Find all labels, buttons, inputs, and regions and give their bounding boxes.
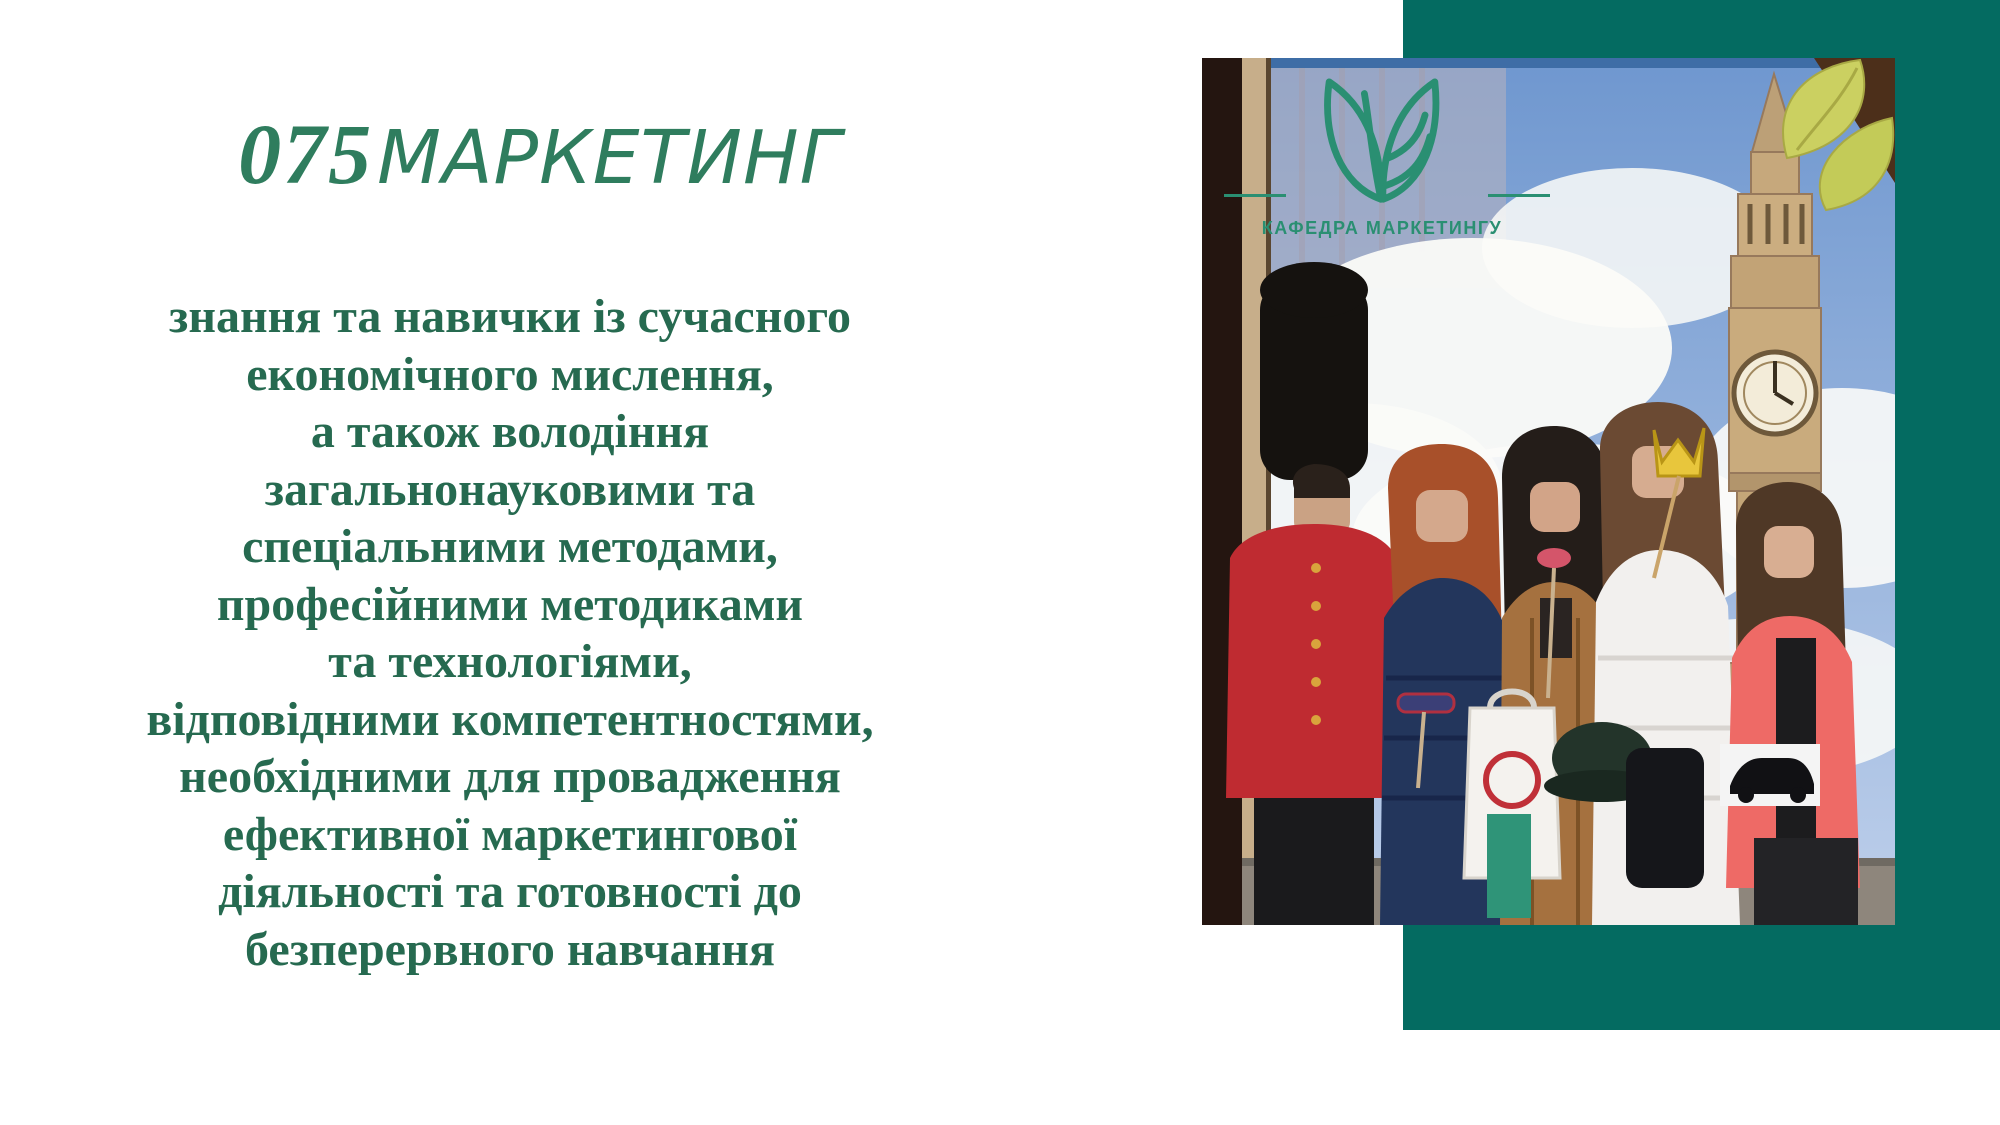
body-line: а також володіння — [310, 405, 710, 458]
slide-body-text — [15, 288, 1005, 978]
logo-caption: КАФЕДРА МАРКЕТИНГУ — [1261, 218, 1503, 238]
department-photo — [1202, 58, 1895, 925]
logo-dash-right — [1488, 194, 1550, 197]
body-line: безперервного навчання — [245, 922, 775, 976]
taxi-prop — [1720, 744, 1820, 806]
body-line: та технологіями, — [328, 635, 692, 688]
body-line: ефективної маркетингової — [222, 807, 798, 861]
body-line: необхідними для провадження — [179, 750, 841, 803]
body-line: професійними методиками — [216, 577, 804, 631]
logo-dash-left — [1224, 194, 1286, 197]
student-coral-jacket — [1726, 482, 1860, 925]
department-logo — [1242, 76, 1522, 251]
specialty-code: 075 — [238, 106, 374, 202]
body-line: відповідними компетентностями, — [146, 692, 874, 746]
body-line: економічного мислення, — [246, 347, 774, 401]
banner-top-edge — [1266, 58, 1895, 68]
leaf-book-icon — [1312, 76, 1452, 208]
body-line: спеціальними методами, — [242, 520, 778, 573]
body-line: знання та навички із сучасного — [169, 290, 851, 343]
specialty-name: МАРКЕТИНГ — [377, 115, 842, 201]
page-title — [40, 104, 1040, 204]
body-line: загальнонауковими та — [264, 462, 756, 516]
dark-bag — [1626, 748, 1704, 888]
green-cloth — [1487, 814, 1531, 918]
body-line: діяльності та готовності до — [218, 865, 802, 918]
